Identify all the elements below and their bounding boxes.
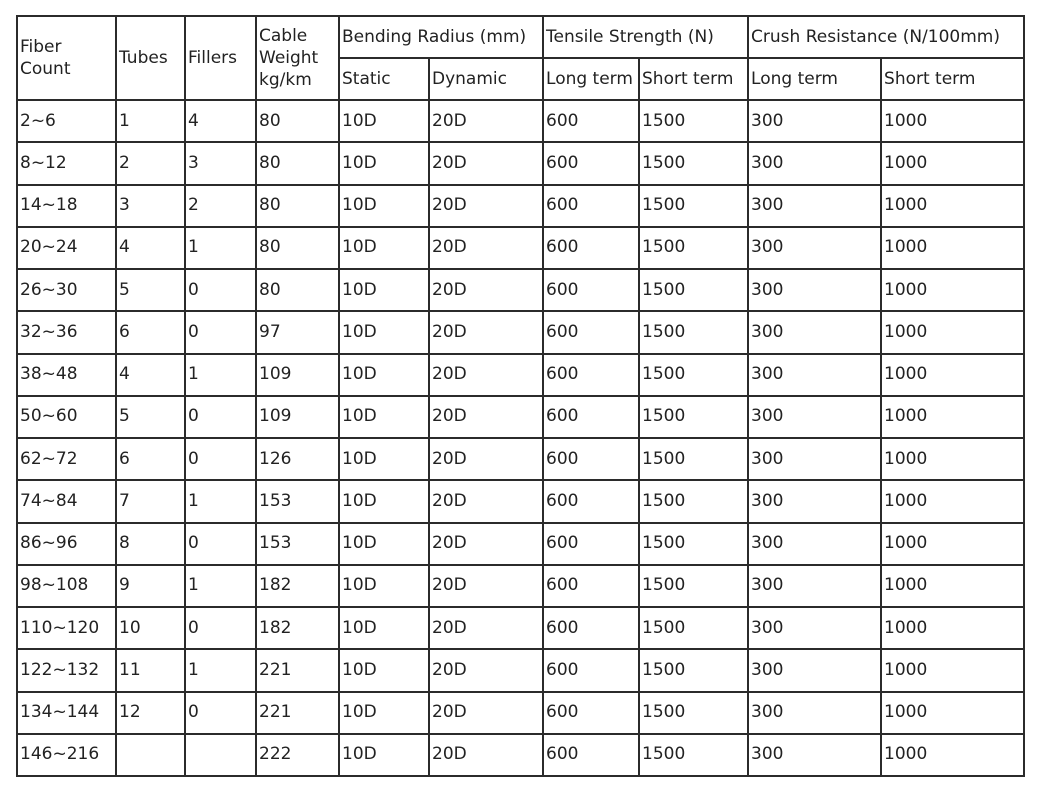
cell-crush-long-term: 300 [748, 227, 881, 269]
cell-bending-static: 10D [339, 692, 429, 734]
cell-crush-long-term: 300 [748, 523, 881, 565]
cell-bending-static: 10D [339, 607, 429, 649]
header-tensile-strength: Tensile Strength (N) [543, 16, 748, 58]
cell-tubes: 7 [116, 480, 185, 522]
cell-tubes: 4 [116, 354, 185, 396]
table-row [17, 565, 1024, 607]
table-row [17, 734, 1024, 776]
spec-table [16, 15, 1025, 777]
header-fiber-count: Fiber Count [17, 16, 116, 100]
cell-tubes: 5 [116, 396, 185, 438]
cell-crush-long-term: 300 [748, 185, 881, 227]
cell-tensile-long-term: 600 [543, 100, 639, 142]
cell-fiber-count: 14~18 [17, 185, 116, 227]
cell-crush-short-term: 1000 [881, 607, 1024, 649]
cell-bending-static: 10D [339, 100, 429, 142]
cell-crush-short-term: 1000 [881, 227, 1024, 269]
cell-fillers: 1 [185, 354, 256, 396]
cell-cable-weight: 97 [256, 311, 339, 353]
cell-crush-short-term: 1000 [881, 649, 1024, 691]
cell-crush-short-term: 1000 [881, 692, 1024, 734]
cell-tubes: 10 [116, 607, 185, 649]
cell-tensile-long-term: 600 [543, 692, 639, 734]
cell-cable-weight: 222 [256, 734, 339, 776]
cell-fillers: 1 [185, 227, 256, 269]
cell-tensile-short-term: 1500 [639, 396, 748, 438]
cell-bending-static: 10D [339, 565, 429, 607]
cell-cable-weight: 182 [256, 607, 339, 649]
cell-crush-long-term: 300 [748, 354, 881, 396]
cell-tensile-long-term: 600 [543, 311, 639, 353]
cell-tensile-short-term: 1500 [639, 692, 748, 734]
cell-tensile-short-term: 1500 [639, 480, 748, 522]
cell-tensile-long-term: 600 [543, 396, 639, 438]
cell-bending-dynamic: 20D [429, 354, 543, 396]
cell-fillers: 0 [185, 311, 256, 353]
cell-cable-weight: 80 [256, 269, 339, 311]
cell-bending-static: 10D [339, 142, 429, 184]
cell-bending-dynamic: 20D [429, 480, 543, 522]
cell-crush-long-term: 300 [748, 100, 881, 142]
cell-cable-weight: 126 [256, 438, 339, 480]
cell-tubes: 8 [116, 523, 185, 565]
table-row [17, 185, 1024, 227]
cell-crush-short-term: 1000 [881, 269, 1024, 311]
cell-cable-weight: 80 [256, 185, 339, 227]
header-crush-resistance: Crush Resistance (N/100mm) [748, 16, 1024, 58]
cell-bending-static: 10D [339, 269, 429, 311]
cell-fillers: 0 [185, 396, 256, 438]
cell-tensile-short-term: 1500 [639, 354, 748, 396]
cell-tensile-short-term: 1500 [639, 607, 748, 649]
cell-bending-static: 10D [339, 649, 429, 691]
cell-tensile-short-term: 1500 [639, 142, 748, 184]
cell-tensile-long-term: 600 [543, 734, 639, 776]
header-static: Static [339, 58, 429, 100]
cell-tubes [116, 734, 185, 776]
cell-tensile-short-term: 1500 [639, 523, 748, 565]
cell-tubes: 1 [116, 100, 185, 142]
cell-fillers: 0 [185, 523, 256, 565]
cell-fillers: 1 [185, 649, 256, 691]
cell-crush-short-term: 1000 [881, 142, 1024, 184]
cell-crush-short-term: 1000 [881, 311, 1024, 353]
cell-tensile-short-term: 1500 [639, 649, 748, 691]
cell-bending-dynamic: 20D [429, 185, 543, 227]
table-row [17, 438, 1024, 480]
cell-cable-weight: 153 [256, 523, 339, 565]
table-row [17, 142, 1024, 184]
header-bending-radius: Bending Radius (mm) [339, 16, 543, 58]
cell-crush-long-term: 300 [748, 480, 881, 522]
cell-tensile-long-term: 600 [543, 354, 639, 396]
cell-bending-static: 10D [339, 311, 429, 353]
cell-bending-dynamic: 20D [429, 649, 543, 691]
cell-crush-long-term: 300 [748, 311, 881, 353]
cell-crush-short-term: 1000 [881, 396, 1024, 438]
header-crush-short-term: Short term [881, 58, 1024, 100]
cell-fillers: 0 [185, 607, 256, 649]
cell-crush-short-term: 1000 [881, 734, 1024, 776]
table-row [17, 396, 1024, 438]
cell-tubes: 5 [116, 269, 185, 311]
cell-cable-weight: 221 [256, 692, 339, 734]
cell-bending-static: 10D [339, 438, 429, 480]
table-row [17, 692, 1024, 734]
cell-tensile-long-term: 600 [543, 480, 639, 522]
cell-fillers: 4 [185, 100, 256, 142]
cell-bending-dynamic: 20D [429, 438, 543, 480]
cell-tubes: 3 [116, 185, 185, 227]
header-row-top [17, 16, 1024, 58]
cell-fiber-count: 2~6 [17, 100, 116, 142]
cell-tensile-short-term: 1500 [639, 227, 748, 269]
cell-cable-weight: 182 [256, 565, 339, 607]
cell-tensile-long-term: 600 [543, 607, 639, 649]
table-body [17, 100, 1024, 776]
cell-bending-static: 10D [339, 523, 429, 565]
cell-fiber-count: 50~60 [17, 396, 116, 438]
cell-tensile-short-term: 1500 [639, 311, 748, 353]
cell-tubes: 6 [116, 311, 185, 353]
cell-bending-dynamic: 20D [429, 227, 543, 269]
cell-fillers: 1 [185, 480, 256, 522]
cell-crush-long-term: 300 [748, 734, 881, 776]
cell-bending-static: 10D [339, 227, 429, 269]
cell-cable-weight: 80 [256, 227, 339, 269]
cell-fiber-count: 38~48 [17, 354, 116, 396]
cell-cable-weight: 109 [256, 354, 339, 396]
cell-bending-static: 10D [339, 734, 429, 776]
header-tensile-short-term: Short term [639, 58, 748, 100]
cell-tensile-long-term: 600 [543, 649, 639, 691]
cell-bending-dynamic: 20D [429, 100, 543, 142]
cell-bending-static: 10D [339, 396, 429, 438]
cell-bending-dynamic: 20D [429, 523, 543, 565]
cell-crush-short-term: 1000 [881, 354, 1024, 396]
table-row [17, 523, 1024, 565]
cell-fillers: 0 [185, 438, 256, 480]
table-row [17, 100, 1024, 142]
cell-fiber-count: 134~144 [17, 692, 116, 734]
cell-bending-static: 10D [339, 185, 429, 227]
cell-fiber-count: 20~24 [17, 227, 116, 269]
cell-fillers: 2 [185, 185, 256, 227]
cell-tensile-long-term: 600 [543, 142, 639, 184]
cell-crush-long-term: 300 [748, 142, 881, 184]
cell-tensile-long-term: 600 [543, 438, 639, 480]
table-row [17, 227, 1024, 269]
cell-tensile-short-term: 1500 [639, 438, 748, 480]
cell-fiber-count: 62~72 [17, 438, 116, 480]
header-tubes: Tubes [116, 16, 185, 100]
header-cable-weight: Cable Weight kg/km [256, 16, 339, 100]
cell-tensile-long-term: 600 [543, 227, 639, 269]
cell-bending-dynamic: 20D [429, 607, 543, 649]
table-row [17, 354, 1024, 396]
table-row [17, 269, 1024, 311]
cell-crush-long-term: 300 [748, 649, 881, 691]
cell-bending-static: 10D [339, 480, 429, 522]
cell-fillers: 1 [185, 565, 256, 607]
cell-fiber-count: 26~30 [17, 269, 116, 311]
cell-crush-long-term: 300 [748, 565, 881, 607]
cell-cable-weight: 153 [256, 480, 339, 522]
header-crush-long-term: Long term [748, 58, 881, 100]
cell-bending-static: 10D [339, 354, 429, 396]
cell-crush-short-term: 1000 [881, 523, 1024, 565]
cell-tensile-long-term: 600 [543, 523, 639, 565]
cell-crush-long-term: 300 [748, 607, 881, 649]
cell-crush-short-term: 1000 [881, 565, 1024, 607]
cell-crush-short-term: 1000 [881, 185, 1024, 227]
cell-fiber-count: 74~84 [17, 480, 116, 522]
table-row [17, 607, 1024, 649]
cell-tensile-short-term: 1500 [639, 565, 748, 607]
header-fillers: Fillers [185, 16, 256, 100]
cell-fillers: 0 [185, 692, 256, 734]
cell-cable-weight: 109 [256, 396, 339, 438]
cell-tubes: 11 [116, 649, 185, 691]
cell-bending-dynamic: 20D [429, 269, 543, 311]
cell-bending-dynamic: 20D [429, 692, 543, 734]
cell-fiber-count: 32~36 [17, 311, 116, 353]
cell-bending-dynamic: 20D [429, 142, 543, 184]
cell-tubes: 12 [116, 692, 185, 734]
header-dynamic: Dynamic [429, 58, 543, 100]
cell-crush-short-term: 1000 [881, 480, 1024, 522]
header-tensile-long-term: Long term [543, 58, 639, 100]
cell-tensile-short-term: 1500 [639, 185, 748, 227]
cell-tubes: 6 [116, 438, 185, 480]
cell-fillers: 0 [185, 269, 256, 311]
cell-fiber-count: 122~132 [17, 649, 116, 691]
cell-tubes: 2 [116, 142, 185, 184]
table-row [17, 649, 1024, 691]
cell-tensile-short-term: 1500 [639, 100, 748, 142]
table-row [17, 311, 1024, 353]
cell-tensile-long-term: 600 [543, 565, 639, 607]
table-row [17, 480, 1024, 522]
cell-fiber-count: 86~96 [17, 523, 116, 565]
cell-cable-weight: 80 [256, 142, 339, 184]
cell-crush-long-term: 300 [748, 692, 881, 734]
cell-cable-weight: 221 [256, 649, 339, 691]
cell-crush-long-term: 300 [748, 438, 881, 480]
cell-tensile-long-term: 600 [543, 269, 639, 311]
cell-tubes: 9 [116, 565, 185, 607]
cell-fiber-count: 110~120 [17, 607, 116, 649]
cell-fiber-count: 8~12 [17, 142, 116, 184]
cell-cable-weight: 80 [256, 100, 339, 142]
cell-crush-long-term: 300 [748, 269, 881, 311]
cell-crush-short-term: 1000 [881, 100, 1024, 142]
cell-crush-long-term: 300 [748, 396, 881, 438]
cell-tensile-short-term: 1500 [639, 734, 748, 776]
cell-crush-short-term: 1000 [881, 438, 1024, 480]
cell-tubes: 4 [116, 227, 185, 269]
cell-bending-dynamic: 20D [429, 396, 543, 438]
cell-fiber-count: 146~216 [17, 734, 116, 776]
cell-bending-dynamic: 20D [429, 565, 543, 607]
cell-bending-dynamic: 20D [429, 734, 543, 776]
cell-tensile-long-term: 600 [543, 185, 639, 227]
cell-fillers: 3 [185, 142, 256, 184]
cell-fillers [185, 734, 256, 776]
cell-tensile-short-term: 1500 [639, 269, 748, 311]
cell-fiber-count: 98~108 [17, 565, 116, 607]
cell-bending-dynamic: 20D [429, 311, 543, 353]
